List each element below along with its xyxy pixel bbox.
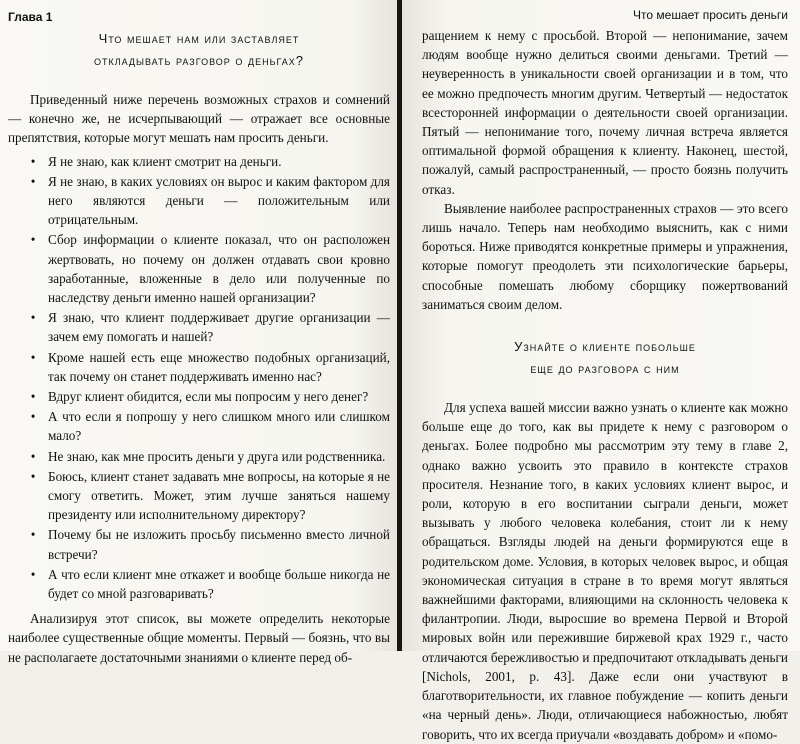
bullet-icon: • [30,349,36,365]
fears-bullet-list [8,152,390,604]
heading-line-2: еще до разговора с ним [530,361,680,377]
heading-line-1: Что мешает нам или заставляет [98,31,300,46]
bullet-text: Вдруг клиент обидится, если мы попросим у него денег? [48,389,369,405]
bullet-icon: • [30,448,36,464]
right-body-text [422,26,788,314]
bullet-text: Кроме нашей есть еще множество подобных организаций, так почему он станет поддерживать именно нас? [48,349,390,384]
right-page [402,0,800,742]
paragraph-overcoming-fears: Выявление наиболее распространенных страхов — это всего лишь начало. Теперь нам необходимо выяснить, как с ними бороться. Ниже приводятся конкретные примеры и упражнения, которые помогут преодолеть эти психологические барьеры, способные помешать любому сборщику пожертвований заниматься своим делом. [422,200,788,312]
bullet-text: Сбор информации о клиенте показал, что он расположен жертвовать, но почему он должен отдавать свои кровно заработанные, вложенные в дело или полученные по наследству деньги именно нашей организации? [48,232,390,306]
bullet-item [8,447,390,466]
bullet-item [8,467,390,525]
bullet-icon: • [30,173,36,189]
intro-paragraph: Приведенный ниже перечень возможных страхов и сомнений — конечно же, не исчерпывающий — отражает все основные препятствия, которые могут мешать нам просить деньги. [8,92,390,146]
bullet-icon: • [30,527,36,543]
bullet-text: Я не знаю, в каких условиях он вырос и каким фактором для него являются деньги — положительным или отрицательным. [48,173,390,228]
bullet-text: Боюсь, клиент станет задавать мне вопросы, на которые я не смогу ответить. Может, этим лучше заняться нашему президенту или исполнительному директору? [48,468,390,523]
bullet-item [8,387,390,406]
section-heading-fears [8,28,390,72]
bullet-icon: • [30,310,36,326]
bullet-icon: • [30,409,36,425]
paragraph-learn-client: Для успеха вашей миссии важно узнать о клиенте как можно больше еще до того, как вы придете к нему с разговором о деньгах. Более подробно мы рассмотрим эту тему в главе 2, однако важно усвоить это правило в контексте страхов просителя. Незнание того, в каких условиях клиент вырос, и роли, которую в его воспитании сыграли деньги, может вызывать у любого человека колебания, стоит ли к нему обращаться. Взгляды людей на деньги формируются еще в родительском доме. Условия, в которых человек вырос, и общая экономическая ситуация в стране в то время могут являться важнейшими факторами, влияющими на склонность человека к филантропии. Люди, выросшие во времена Первой и Второй мировых войн или пережившие биржевой крах 1929 г., часто отличаются бережливостью и предпочитают откладывать деньги [Nichols, 2001, p. 43]. Даже если они участвуют в благотворительности, их главное побуждение — копить деньги «на черный день». Люди, отличающиеся набожностью, любят говорить, что их всегда приучали «воздавать добром» и «помо- [422,400,788,742]
bullet-text: Я знаю, что клиент поддерживает другие организации — зачем ему помогать и нашей? [48,310,390,345]
bullet-item [8,565,390,603]
bullet-item [8,152,390,171]
heading-line-2: откладывать разговор о деньгах? [93,53,305,68]
bullet-item [8,172,390,230]
bullet-icon: • [30,389,36,405]
left-page [0,0,398,665]
bullet-item [8,525,390,563]
bullet-icon: • [30,153,36,169]
bullet-icon: • [30,566,36,582]
bullet-item [8,230,390,307]
bullet-item [8,348,390,386]
bullet-icon: • [30,468,36,484]
right-body-text-2 [422,398,788,744]
bullet-text: Я не знаю, как клиент смотрит на деньги. [48,153,282,169]
bullet-text: А что если я попрошу у него слишком много или слишком мало? [48,409,390,444]
bullet-text: Не знаю, как мне просить деньги у друга или родственника. [48,448,386,464]
bullet-item [8,308,390,346]
running-header: Что мешает просить деньги [633,8,788,22]
section-heading-learn-client [422,336,788,380]
bullet-text: Почему бы не изложить просьбу письменно вместо личной встречи? [48,527,390,562]
bullet-icon: • [30,232,36,248]
chapter-header: Глава 1 [8,10,53,24]
closing-paragraph: Анализируя этот список, вы можете определить некоторые наиболее существенные общие моменты. Первый — боязнь, что вы не располагаете достаточными знаниями о клиенте перед об- [8,611,390,665]
continuation-paragraph: ращением к нему с просьбой. Второй — непонимание, зачем людям вообще нужно делиться своими деньгами. Третий — неуверенность в уникальности своей организации и в том, что ее можно предпочесть многим другим. Четвертый — недостаток всесторонней информации о деятельности своей организации. Пятый — непонимание того, почему личная встреча является оптимальной формой обращения к клиенту. Наконец, шестой, пожалуй, самый распространенный, — просто боязнь получить отказ. [422,28,788,197]
left-body-text [8,90,390,667]
bullet-item [8,407,390,445]
heading-line-1: Узнайте о клиенте побольше [514,339,696,355]
bullet-text: А что если клиент мне откажет и вообще больше никогда не будет со мной разговаривать? [48,566,390,602]
